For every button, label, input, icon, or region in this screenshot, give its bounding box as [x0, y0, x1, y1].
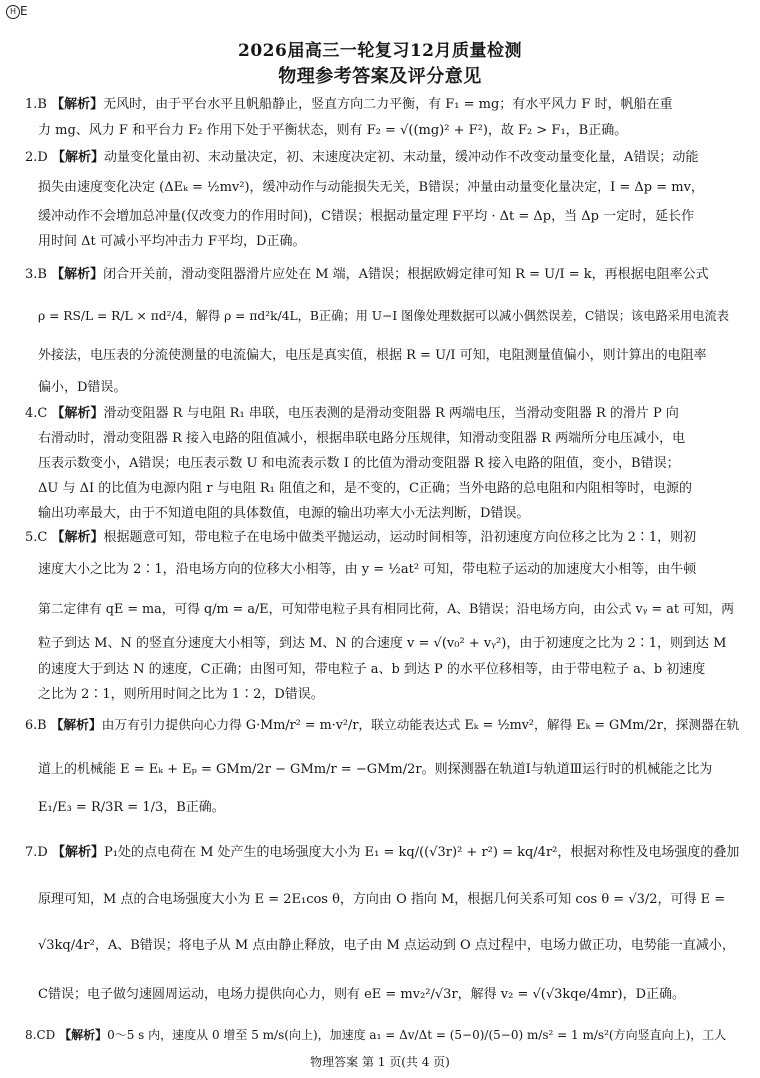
answer-line	[38, 600, 735, 620]
answer-line	[38, 634, 728, 654]
answer-line	[38, 178, 728, 198]
answer-line	[38, 121, 728, 141]
answer-number: 5.C	[25, 530, 52, 545]
line-text: 外接法，电压表的分流使测量的电流偏大，电压是真实值，根据 R = U/I 可知，电阻测量值偏小，则计算出的电阻率	[38, 348, 707, 363]
answer-line	[38, 232, 728, 252]
answer-line	[38, 798, 728, 818]
line-text: E₁/E₃ = R/3R = 1/3，B正确。	[38, 800, 225, 815]
answer-item-start-line	[25, 265, 715, 285]
line-text: 动量变化量由初、末动量决定，初、末速度决定初、末动量，缓冲动作不改变动量变化量，A错误；动能	[103, 150, 699, 165]
line-text: 之比为 2∶1，则所用时间之比为 1∶2，D错误。	[38, 687, 324, 702]
line-text: √3kq/4r²，A、B错误；将电子从 M 点由静止释放，电子由 M 点运动到 O 点过程中，电场力做正功，电势能一直减小，	[38, 938, 735, 953]
analysis-tag: 【解析】	[51, 406, 104, 421]
answer-line	[38, 760, 728, 780]
publisher-logo	[6, 4, 28, 19]
answer-number: 1.B	[25, 97, 52, 112]
answer-item-start-line	[25, 528, 715, 548]
line-text: 粒子到达 M、N 的竖直分速度大小相等，到达 M、N 的合速度 v = √(v₀² + vᵧ²)，由于初速度之比为 2∶1，则到达 M	[38, 636, 727, 651]
line-text: 由万有引力提供向心力得 G·Mm/r² = m·v²/r，联立动能表达式 Eₖ = ½mv²，解得 Eₖ = GMm/2r，探测器在轨	[101, 718, 740, 733]
answer-line	[38, 429, 728, 449]
analysis-tag: 【解析】	[51, 267, 104, 282]
analysis-tag: 【解析】	[50, 718, 102, 733]
answer-line	[38, 346, 728, 366]
line-text: 0～5 s 内，速度从 0 增至 5 m/s(向上)，加速度 a₁ = Δv/Δt = (5−0)/(5−0) m/s² = 1 m/s²(方向竖直向上)，工人	[107, 1028, 727, 1042]
logo-circle-mark: H	[6, 5, 20, 19]
answer-number: 4.C	[25, 406, 52, 421]
answer-line	[38, 378, 728, 398]
answer-item-start-line	[25, 716, 740, 736]
line-text: ΔU 与 ΔI 的比值为电源内阻 r 与电阻 R₁ 阻值之和，是不变的，C正确；当外电路的总电阻和内阻相等时，电源的	[38, 481, 692, 496]
answer-item-start-line	[25, 404, 715, 424]
answer-item-start-line	[25, 843, 740, 863]
answer-line	[38, 479, 728, 499]
line-text: 原理可知，M 点的合电场强度大小为 E = 2E₁cos θ，方向由 O 指向 M，根据几何关系可知 cos θ = √3/2，可得 E =	[38, 892, 726, 907]
line-text: 用时间 Δt 可减小平均冲击力 F平均，D正确。	[38, 234, 306, 249]
analysis-tag: 【解析】	[51, 530, 104, 545]
line-text: P₁处的点电荷在 M 处产生的电场强度大小为 E₁ = kq/((√3r)² + r²) = kq/4r²，根据对称性及电场强度的叠加	[103, 845, 740, 860]
answer-line	[38, 560, 728, 580]
analysis-tag: 【解析】	[59, 1028, 108, 1042]
answer-number: 7.D	[25, 845, 52, 860]
page-footer: 物理答案 第 1 页(共 4 页)	[310, 1055, 450, 1069]
answer-number: 6.B	[25, 718, 51, 733]
line-text: 速度大小之比为 2∶1，沿电场方向的位移大小相等，由 y = ½at² 可知，带电粒子运动的加速度大小相等，由牛顿	[38, 562, 697, 577]
document-subtitle: 物理参考答案及评分意见	[278, 66, 482, 87]
line-text: 的速度大于到达 N 的速度，C正确；由图可知，带电粒子 a、b 到达 P 的水平位移相等，由于带电粒子 a、b 初速度	[38, 662, 706, 677]
line-text: 力 mg、风力 F 和平台力 F₂ 作用下处于平衡状态，则有 F₂ = √((mg)² + F²)，故 F₂ > F₁，B正确。	[38, 123, 628, 138]
answer-item-start-line	[25, 148, 715, 168]
line-text: 压表示数变小，A错误；电压表示数 U 和电流表示数 I 的比值为滑动变阻器 R 接入电路的阻值，变小，B错误；	[38, 456, 680, 471]
answer-item-start-line	[25, 1025, 727, 1045]
line-text: C错误；电子做匀速圆周运动，电场力提供向心力，则有 eE = mv₂²/√3r，解得 v₂ = √(√3kqe/4mr)，D正确。	[38, 987, 685, 1002]
answer-line	[38, 685, 728, 705]
line-text: 损失由速度变化决定 (ΔEₖ = ½mv²)，缓冲动作与动能损失无关，B错误；冲量由动量变化量决定，I = Δp = mv，	[38, 180, 704, 195]
line-text: 无风时，由于平台水平且帆船静止，竖直方向二力平衡，有 F₁ = mg；有水平风力 F 时，帆船在重	[103, 97, 673, 112]
line-text: ρ = RS/L = R/L × πd²/4，解得 ρ = πd²k/4L，B正确；用 U−I 图像处理数据可以减小偶然误差，C错误；该电路采用电流表	[38, 309, 729, 323]
line-text: 闭合开关前，滑动变阻器滑片应处在 M 端，A错误；根据欧姆定律可知 R = U/I = k，再根据电阻率公式	[103, 267, 709, 282]
answer-line	[38, 306, 728, 326]
analysis-tag: 【解析】	[51, 845, 104, 860]
answer-item-start-line	[25, 95, 715, 115]
logo-letter: E	[20, 4, 28, 18]
line-text: 缓冲动作不会增加总冲量(仅改变力的作用时间)，C错误；根据动量定理 F平均 · Δt = Δp，当 Δp 一定时，延长作	[38, 209, 695, 224]
document-title: 2026届高三一轮复习12月质量检测	[238, 41, 522, 61]
answer-number: 3.B	[25, 267, 52, 282]
line-text: 输出功率最大，由于不知道电阻的具体数值，电源的输出功率大小无法判断，D错误。	[38, 506, 530, 521]
answer-number: 2.D	[25, 150, 52, 165]
line-text: 右滑动时，滑动变阻器 R 接入电路的阻值减小，根据串联电路分压规律，知滑动变阻器 R 两端所分电压减小，电	[38, 431, 686, 446]
answer-line	[38, 207, 728, 227]
analysis-tag: 【解析】	[51, 97, 104, 112]
answer-line	[38, 454, 728, 474]
line-text: 道上的机械能 E = Eₖ + Eₚ = GMm/2r − GMm/r = −GMm/2r。则探测器在轨道Ⅰ与轨道Ⅲ运行时的机械能之比为	[38, 762, 713, 777]
answer-number: 8.CD	[25, 1028, 60, 1042]
answer-line	[38, 504, 728, 524]
answer-line	[38, 660, 728, 680]
analysis-tag: 【解析】	[51, 150, 104, 165]
line-text: 偏小，D错误。	[38, 380, 127, 395]
line-text: 根据题意可知，带电粒子在电场中做类平抛运动，运动时间相等，沿初速度方向位移之比为 2∶1，则初	[103, 530, 697, 545]
answer-line	[38, 936, 735, 956]
answer-line	[38, 985, 728, 1005]
line-text: 滑动变阻器 R 与电阻 R₁ 串联，电压表测的是滑动变阻器 R 两端电压，当滑动变阻器 R 的滑片 P 向	[103, 406, 679, 421]
answer-line	[38, 890, 728, 910]
line-text: 第二定律有 qE = ma，可得 q/m = a/E，可知带电粒子具有相同比荷，A、B错误；沿电场方向，由公式 vᵧ = at 可知，两	[38, 602, 735, 617]
